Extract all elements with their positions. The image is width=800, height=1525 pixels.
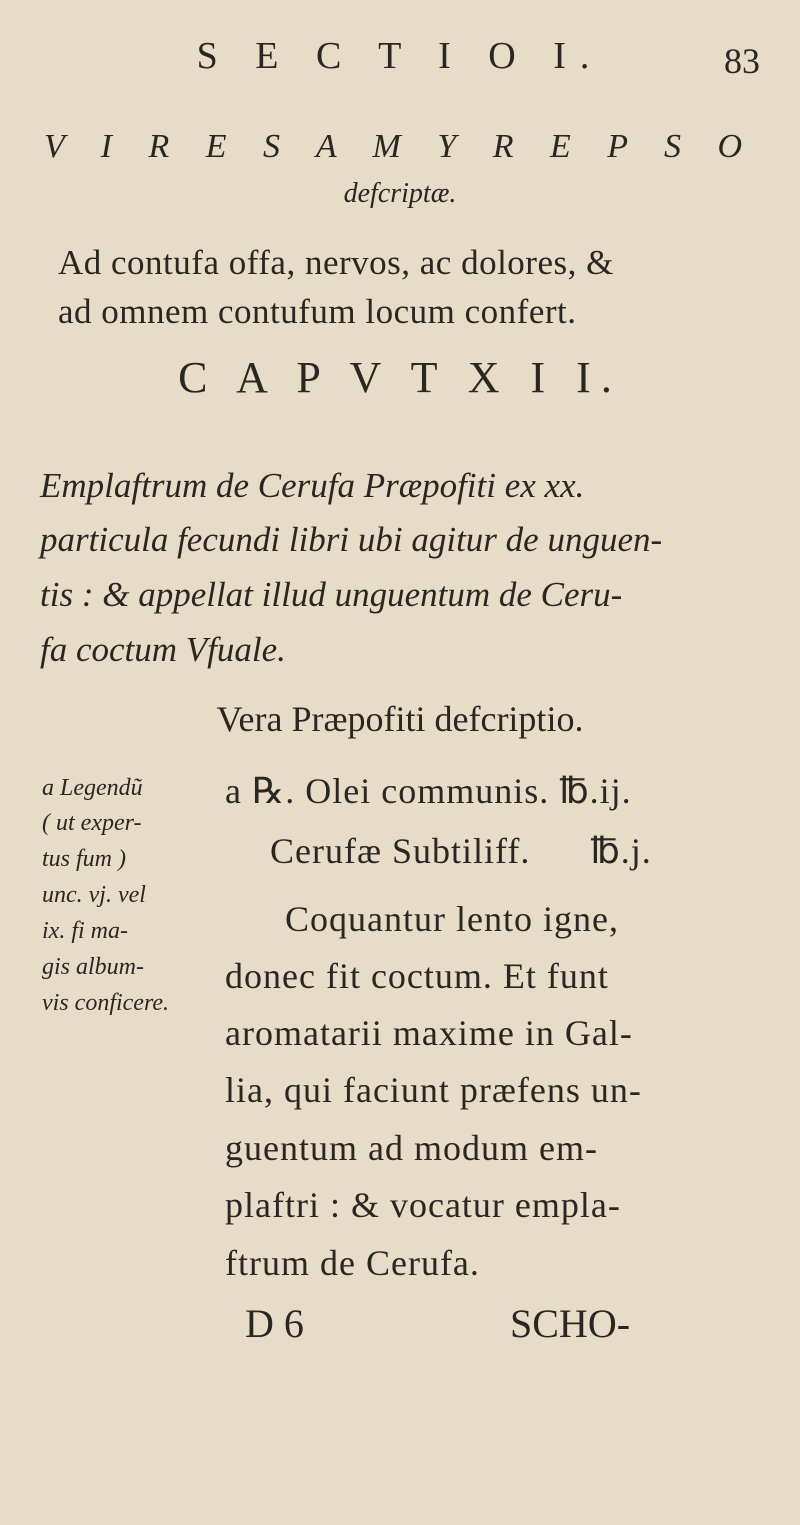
- caput-heading: C A P V T X I I.: [178, 353, 622, 402]
- intro-line-2: ad omnem contufum locum confert.: [58, 292, 577, 331]
- catchword: SCHO-: [510, 1301, 631, 1346]
- chapter-subheading: defcriptæ.: [343, 178, 457, 209]
- margin-note-line: ( ut exper-: [42, 810, 142, 836]
- italic-line-1: Emplaftrum de Cerufa Præpofiti ex xx.: [40, 466, 585, 505]
- chapter-heading: V I R E S A M Y R E P S O: [43, 128, 757, 165]
- margin-note-line: tus fum ): [42, 846, 126, 872]
- body-line: donec fit coctum. Et funt: [225, 956, 609, 996]
- body-line: aromatarii maxime in Gal-: [225, 1013, 633, 1053]
- signature-mark: D 6: [245, 1301, 304, 1346]
- vera-heading: Vera Præpofiti defcriptio.: [216, 699, 584, 739]
- body-line: plaftri : & vocatur empla-: [225, 1185, 621, 1225]
- running-head: S E C T I O I.: [196, 35, 604, 77]
- margin-note-line: ix. fi ma-: [42, 918, 128, 944]
- margin-note-line: unc. vj. vel: [42, 882, 146, 908]
- body-line: guentum ad modum em-: [225, 1128, 598, 1168]
- recipe-line-1: a ℞. Olei communis. ℔.ij.: [225, 771, 632, 811]
- margin-note-line: gis album-: [42, 954, 144, 980]
- italic-line-2: particula fecundi libri ubi agitur de unguen-: [40, 520, 663, 559]
- margin-note-line: vis conficere.: [42, 990, 170, 1016]
- margin-note-line: a Legendũ: [42, 775, 143, 801]
- body-line: lia, qui faciunt præfens un-: [225, 1070, 642, 1110]
- body-line: Coquantur lento igne,: [285, 899, 619, 939]
- italic-line-3: tis : & appellat illud unguentum de Ceru-: [40, 575, 623, 614]
- recipe-line-2: Cerufæ Subtiliff. ℔.j.: [270, 831, 652, 871]
- intro-line-1: Ad contufa offa, nervos, ac dolores, &: [58, 243, 614, 282]
- italic-line-4: fa coctum Vfuale.: [40, 630, 286, 669]
- body-line: ftrum de Cerufa.: [225, 1243, 480, 1283]
- page-number: 83: [724, 41, 760, 81]
